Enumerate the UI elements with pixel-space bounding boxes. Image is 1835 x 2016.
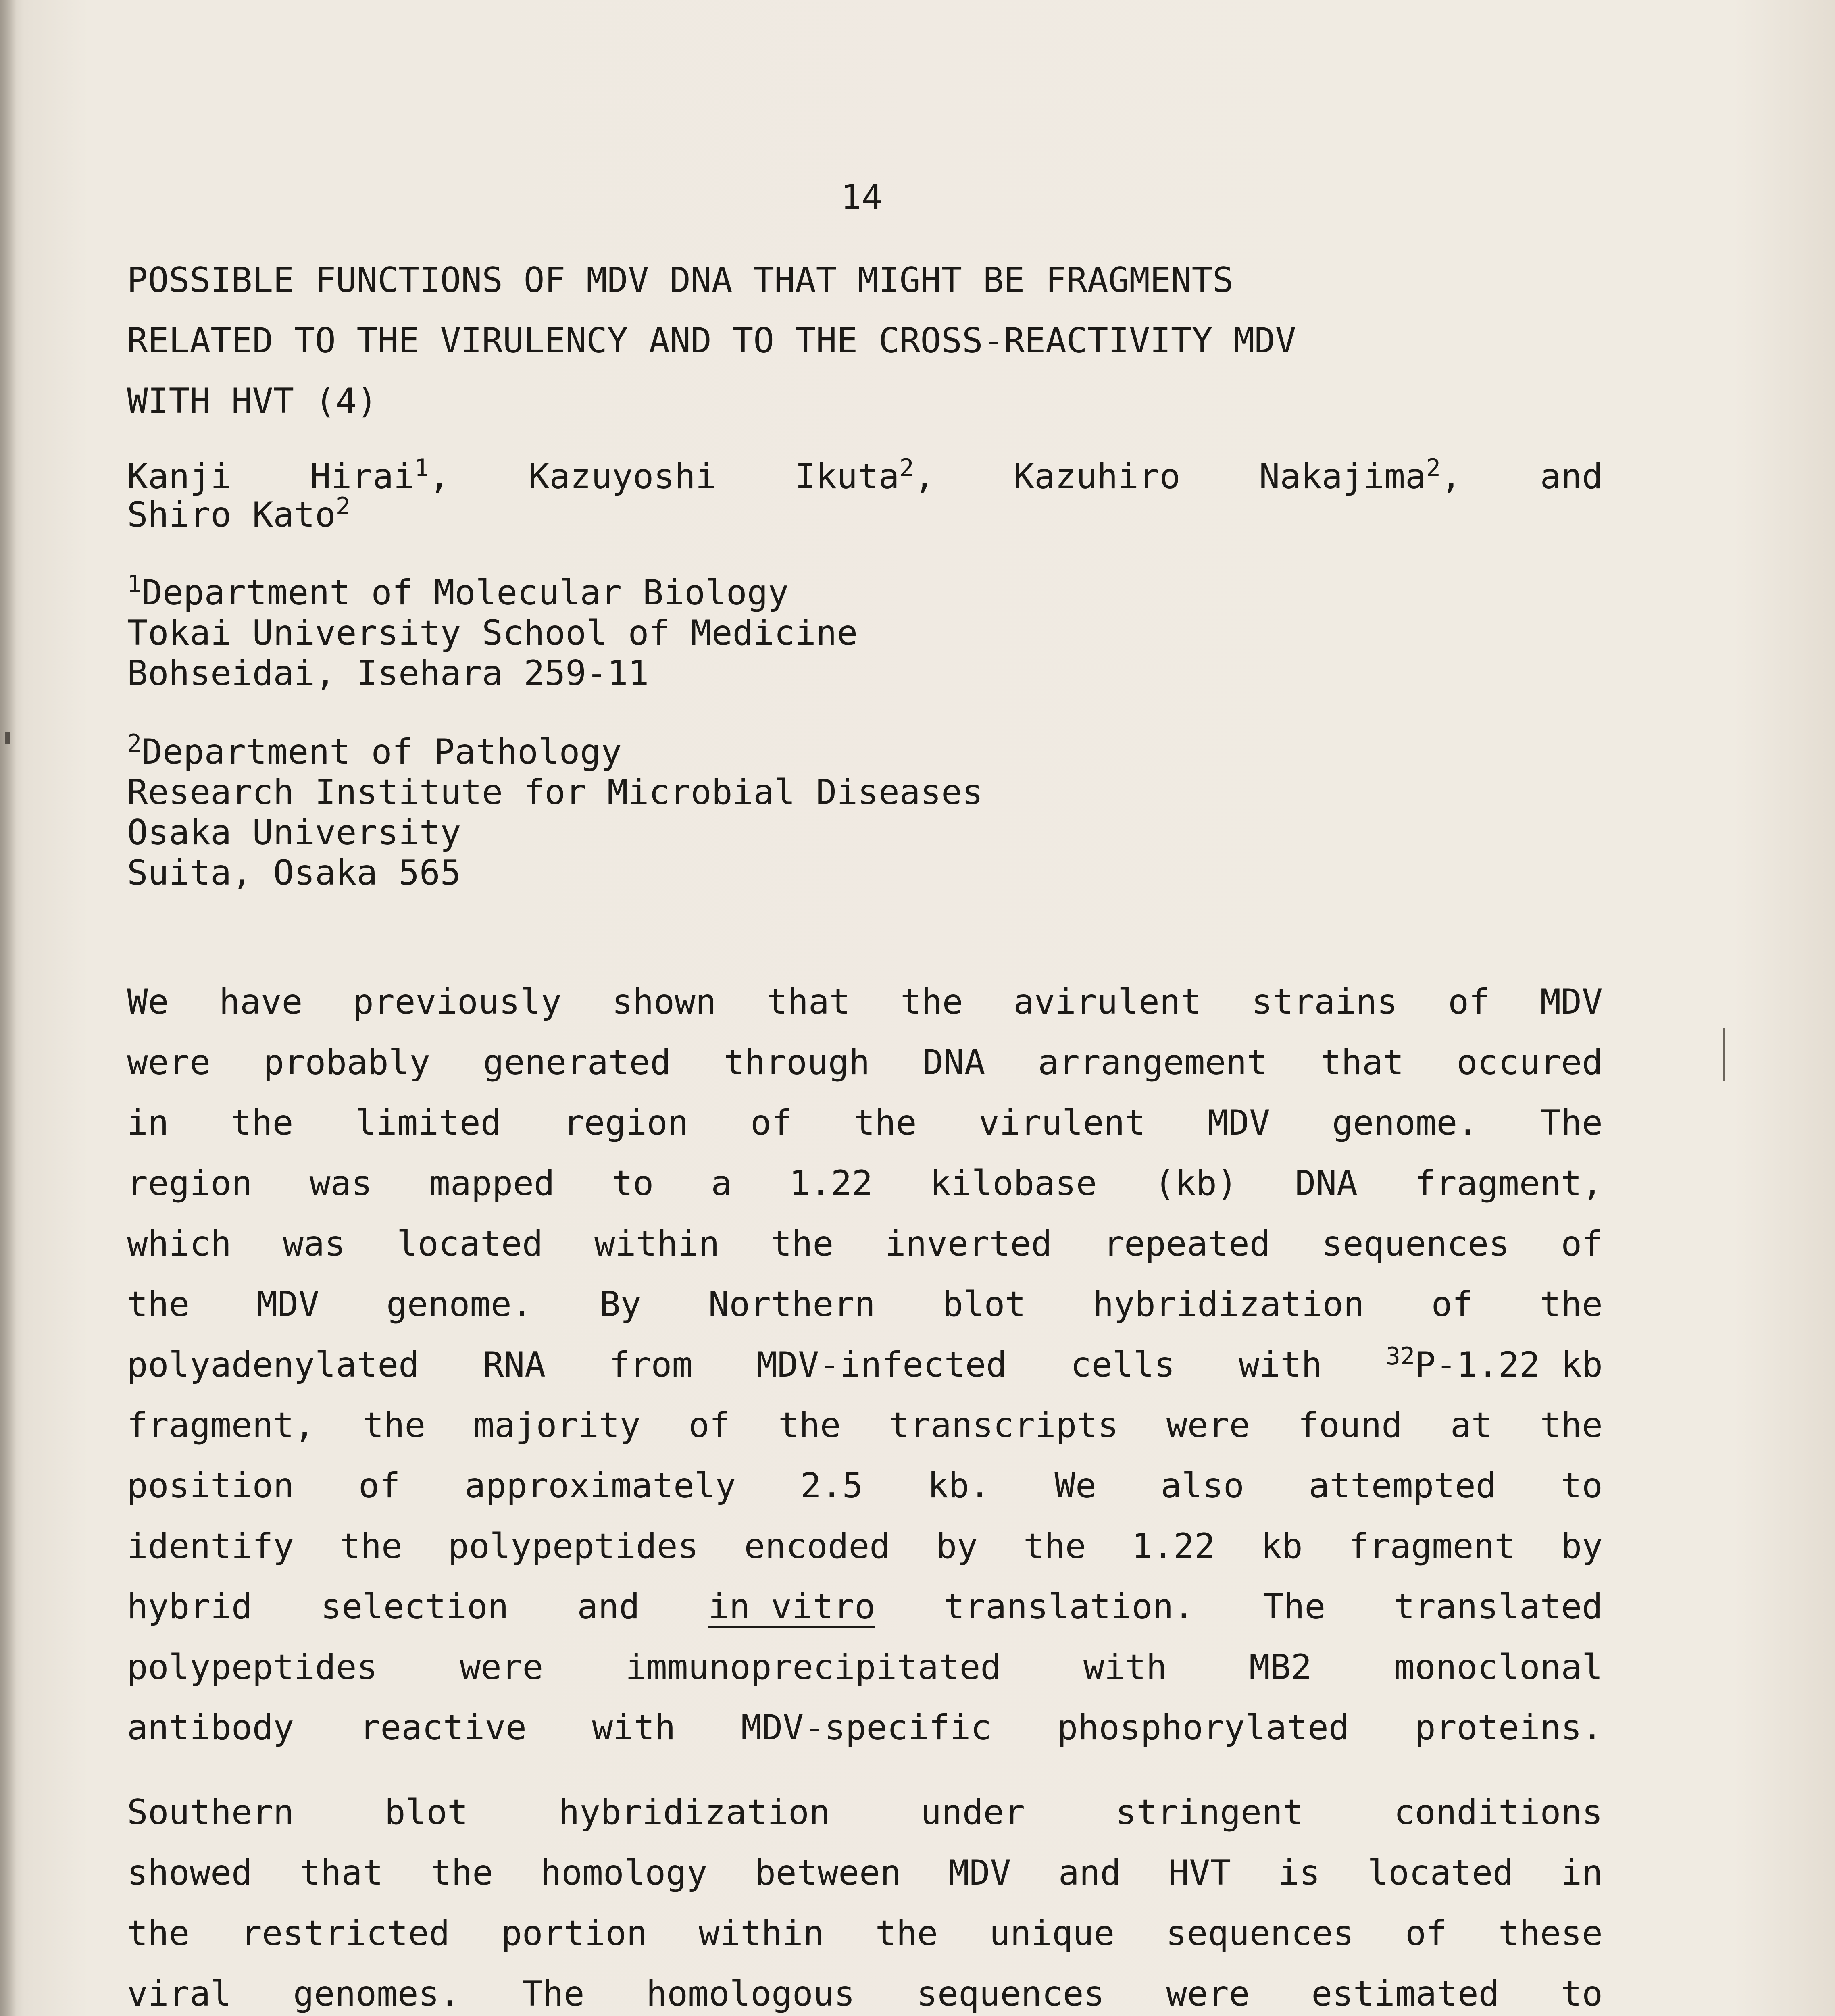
text-line — [127, 972, 1603, 1032]
word: by — [936, 1526, 978, 1566]
word: fragment — [1348, 1526, 1516, 1566]
word: homology — [540, 1853, 708, 1893]
word: the — [231, 1103, 294, 1143]
word: approximately — [464, 1466, 736, 1506]
author-word: Ikuta$^2$, — [795, 454, 935, 497]
word: hybridization — [1093, 1284, 1364, 1325]
word: estimated — [1311, 1974, 1500, 2014]
word: conditions — [1394, 1792, 1603, 1833]
word: fragment, — [127, 1405, 315, 1445]
word: attempted — [1308, 1466, 1497, 1506]
word: blot — [384, 1792, 468, 1833]
text-line — [127, 1456, 1603, 1516]
word: occured — [1456, 1042, 1603, 1083]
word: sequences — [916, 1974, 1105, 2014]
word: polypeptides — [127, 1647, 378, 1687]
word: MDV-specific — [741, 1708, 992, 1748]
margin-mark — [1723, 1028, 1725, 1081]
word: to — [612, 1163, 654, 1204]
word: polypeptides — [448, 1526, 699, 1566]
word: identify — [127, 1526, 294, 1566]
word: cells — [1071, 1345, 1175, 1385]
word: of — [750, 1103, 792, 1143]
word: at — [1450, 1405, 1492, 1445]
text-line — [127, 1153, 1603, 1214]
word: stringent — [1115, 1792, 1304, 1833]
word: viral — [127, 1974, 231, 2014]
word: to — [1561, 1466, 1603, 1506]
paper-title — [127, 250, 1603, 431]
author-word: Kazuhiro — [1013, 456, 1181, 497]
word: the — [854, 1103, 917, 1143]
word: We — [1054, 1466, 1096, 1506]
word: reactive — [359, 1708, 527, 1748]
word: The — [1262, 1587, 1326, 1627]
word: strains — [1252, 982, 1398, 1022]
word: were — [1166, 1974, 1250, 2014]
word: the — [771, 1224, 834, 1264]
word: of — [1448, 982, 1490, 1022]
word: with — [1238, 1345, 1322, 1385]
word: By — [599, 1284, 642, 1325]
word: from — [609, 1345, 693, 1385]
word: were — [1166, 1405, 1250, 1445]
word: of — [358, 1466, 400, 1506]
word: with — [592, 1708, 676, 1748]
word: avirulent — [1013, 982, 1202, 1022]
word: also — [1160, 1466, 1244, 1506]
word: kb — [1261, 1526, 1303, 1566]
word: was — [309, 1163, 373, 1204]
word: MB2 — [1249, 1647, 1312, 1687]
author-word: Kanji — [127, 456, 231, 497]
word: hybrid — [127, 1587, 252, 1627]
text-line — [127, 1697, 1603, 1758]
author-word: Hirai$^1$, — [310, 454, 450, 497]
author-word: Kazuyoshi — [528, 456, 717, 497]
author-word: Nakajima$^2$, — [1259, 454, 1462, 497]
author-list — [127, 454, 1603, 535]
word: limited — [355, 1103, 502, 1143]
text-line — [127, 1843, 1603, 1903]
word: were — [460, 1647, 544, 1687]
word: portion — [501, 1913, 648, 1954]
affiliation-1 — [127, 570, 1603, 694]
word: We — [127, 982, 169, 1022]
word: translation. — [944, 1587, 1195, 1627]
word: hybridization — [558, 1792, 830, 1833]
text-line — [127, 1032, 1603, 1093]
word: probably — [263, 1042, 431, 1083]
word: between — [755, 1853, 901, 1893]
word: showed — [127, 1853, 252, 1893]
text-line — [127, 1637, 1603, 1697]
word: virulent — [979, 1103, 1146, 1143]
affiliation-line: $^2$Department of Pathology — [127, 729, 622, 772]
word: with — [1083, 1647, 1167, 1687]
word: within — [594, 1224, 720, 1264]
word: these — [1498, 1913, 1603, 1954]
word: a — [711, 1163, 732, 1204]
text-line — [127, 1577, 1603, 1637]
author-word: and — [1540, 456, 1603, 497]
word: inverted — [885, 1224, 1052, 1264]
word: monoclonal — [1394, 1647, 1603, 1687]
affiliation-line: Research Institute for Microbial Diseases — [127, 772, 983, 812]
word: located — [397, 1224, 543, 1264]
word: arrangement — [1038, 1042, 1268, 1083]
text-line — [127, 1214, 1603, 1274]
word: mapped — [429, 1163, 555, 1204]
word: phosphorylated — [1057, 1708, 1350, 1748]
affiliation-line: Osaka University — [127, 812, 461, 853]
text-line — [127, 1903, 1603, 1964]
word: the — [1540, 1284, 1603, 1325]
word: unique — [989, 1913, 1115, 1954]
text-line — [127, 1395, 1603, 1456]
word: within — [698, 1913, 824, 1954]
abstract-paragraph-2 — [127, 1782, 1603, 2016]
word: The — [1540, 1103, 1603, 1143]
word: Southern — [127, 1792, 294, 1833]
word: the — [127, 1284, 190, 1325]
word: translated — [1394, 1587, 1603, 1627]
word: MDV — [1207, 1103, 1271, 1143]
word: in — [1561, 1853, 1603, 1893]
title-line: POSSIBLE FUNCTIONS OF MDV DNA THAT MIGHT BE FRAGMENTS — [127, 260, 1234, 300]
word: RNA — [483, 1345, 546, 1385]
word: the — [430, 1853, 494, 1893]
word: repeated — [1103, 1224, 1271, 1264]
word: the — [1540, 1405, 1603, 1445]
word: encoded — [744, 1526, 891, 1566]
margin-mark — [5, 732, 10, 744]
word: shown — [612, 982, 717, 1022]
word: have — [219, 982, 303, 1022]
text-line: polyadenylated RNA from MDV-infected cells with $^{32}$P-1.22 kb — [127, 1335, 1603, 1395]
word: previously — [353, 982, 562, 1022]
word: antibody — [127, 1708, 294, 1748]
word: selection — [321, 1587, 509, 1627]
word: MDV — [948, 1853, 1011, 1893]
word: which — [127, 1224, 231, 1264]
affiliation-line: Suita, Osaka 565 — [127, 853, 461, 893]
word: found — [1298, 1405, 1403, 1445]
affiliation-line: Tokai University School of Medicine — [127, 613, 858, 653]
word: sequences — [1166, 1913, 1354, 1954]
author-line — [127, 454, 1603, 497]
word: genome. — [1332, 1103, 1479, 1143]
word: fragment, — [1414, 1163, 1603, 1204]
word: under — [921, 1792, 1025, 1833]
word: sequences — [1321, 1224, 1510, 1264]
word: polyadenylated — [127, 1345, 419, 1385]
word: homologous — [646, 1974, 855, 2014]
title-line: RELATED TO THE VIRULENCY AND TO THE CROSS-REACTIVITY MDV — [127, 321, 1296, 361]
word: and — [577, 1587, 640, 1627]
abstract-paragraph-1 — [127, 972, 1603, 1758]
affiliation-line: Bohseidai, Isehara 259-11 — [127, 653, 649, 694]
word: of — [1405, 1913, 1447, 1954]
italic-term: in vitro — [708, 1587, 875, 1627]
word: MDV-infected — [756, 1345, 1007, 1385]
word: was — [283, 1224, 346, 1264]
word: in — [127, 1103, 169, 1143]
word: MDV — [256, 1284, 319, 1325]
word: genomes. — [293, 1974, 460, 2014]
word: 1.22 — [789, 1163, 873, 1204]
word: proteins. — [1414, 1708, 1603, 1748]
text-line — [127, 1274, 1603, 1335]
text-line — [127, 1782, 1603, 1843]
word: DNA — [923, 1042, 985, 1083]
word: the — [900, 982, 963, 1022]
word: kilobase — [930, 1163, 1097, 1204]
word: that — [766, 982, 850, 1022]
text-line — [127, 1516, 1603, 1577]
word: DNA — [1295, 1163, 1358, 1204]
author-line: Shiro Kato$^2$ — [127, 492, 350, 535]
word: 2.5 — [800, 1466, 863, 1506]
text-line — [127, 1093, 1603, 1153]
word: kb. — [927, 1466, 990, 1506]
word: of — [688, 1405, 731, 1445]
word: region — [563, 1103, 689, 1143]
word: position — [127, 1466, 294, 1506]
word: located — [1367, 1853, 1514, 1893]
word: the — [340, 1526, 402, 1566]
word: the — [363, 1405, 426, 1445]
word: that — [300, 1853, 383, 1893]
word: transcripts — [889, 1405, 1119, 1445]
word: 1.22 — [1131, 1526, 1215, 1566]
word: The — [522, 1974, 585, 2014]
word: blot — [942, 1284, 1026, 1325]
title-line: WITH HVT (4) — [127, 381, 378, 421]
word: the — [1023, 1526, 1086, 1566]
word: the — [778, 1405, 841, 1445]
word: the — [127, 1913, 190, 1954]
word: HVT — [1168, 1853, 1231, 1893]
word: restricted — [241, 1913, 450, 1954]
text-line — [127, 1964, 1603, 2016]
word: Northern — [708, 1284, 875, 1325]
word: immunoprecipitated — [625, 1647, 1002, 1687]
word: the — [875, 1913, 938, 1954]
word: that — [1320, 1042, 1404, 1083]
word: of — [1561, 1224, 1603, 1264]
word: generated — [483, 1042, 671, 1083]
page-number: 14 — [841, 177, 883, 218]
word: is — [1278, 1853, 1320, 1893]
word: MDV — [1540, 982, 1603, 1022]
affiliation-2 — [127, 729, 1603, 893]
affiliation-line: $^1$Department of Molecular Biology — [127, 570, 789, 613]
word: to — [1561, 1974, 1603, 2014]
word: by — [1561, 1526, 1603, 1566]
word: of — [1431, 1284, 1473, 1325]
word: (kb) — [1154, 1163, 1238, 1204]
binding-shadow — [0, 0, 16, 2016]
word: majority — [473, 1405, 641, 1445]
word: were — [127, 1042, 211, 1083]
word: region — [127, 1163, 252, 1204]
word: genome. — [386, 1284, 533, 1325]
word: through — [723, 1042, 870, 1083]
word: and — [1058, 1853, 1121, 1893]
